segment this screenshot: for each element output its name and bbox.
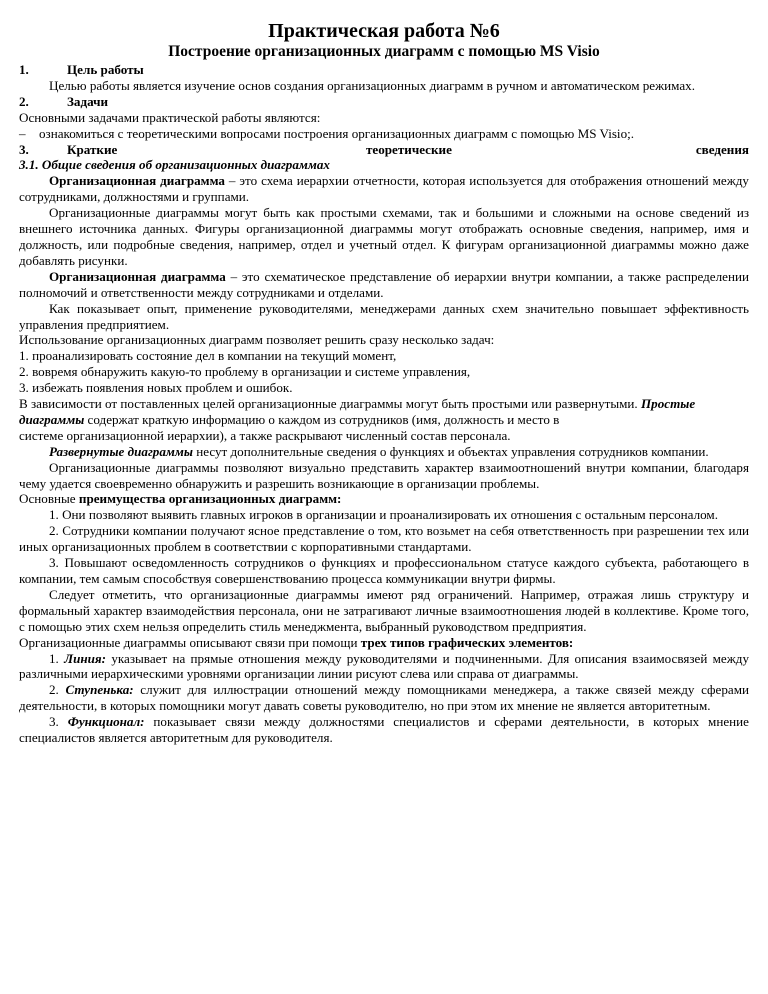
section-2-text: Основными задачами практической работы являются: — [19, 109, 321, 125]
item-number: 2. — [49, 682, 66, 698]
subsection-heading: 3.1. Общие сведения об организационных диаграммах — [19, 157, 330, 173]
term: Функционал: — [67, 714, 145, 730]
item-number: 1. — [49, 650, 65, 666]
dash-bullet: – — [19, 125, 26, 141]
list-item: 1. проанализировать состояние дел в компании на текущий момент, — [19, 348, 397, 364]
paragraph-text: несут дополнительные сведения о функциях и объектах управления сотрудников компании. — [192, 443, 709, 459]
section-number: 3. — [19, 141, 29, 157]
advantage-item: 1. Они позволяют выявить главных игроков в организации и проанализировать их отношения с остальным персоналом. — [49, 507, 718, 523]
paragraph-text: указывает на прямые отношения между руководителями и подчиненными. Для описания взаимосвязей между различными иерархическими уровнями организации линии рисуют слева или справа от диаграммы. — [19, 650, 750, 682]
page-title: Практическая работа №6 — [268, 20, 500, 42]
paragraph: Организационные диаграммы могут быть как простыми схемами, так и большими и сложными на основе сведений из внешнего источника данных. Фигуры организационной диаграммы могут отображать основные сведения, например, имя и должность, или подробные сведения, например, отдел и учетный отдел. К фигурам организационной диаграммы можно даже добавлять рисунки. — [19, 205, 749, 268]
term: Организационная диаграмма — [49, 268, 226, 284]
page-subtitle: Построение организационных диаграмм с помощью MS Visio — [168, 43, 600, 60]
element-type-item — [19, 651, 749, 683]
element-type-item — [19, 682, 749, 714]
term: Простые диаграммы — [19, 396, 696, 427]
term: Ступенька: — [65, 682, 134, 698]
list-item: 2. вовремя обнаружить какую-то проблему в организации и системе управления, — [19, 364, 471, 380]
paragraph-text: служит для иллюстрации отношений между помощниками менеджера, а также связей между сферами деятельности, в которых помощники могут давать советы руководителю, но при этом их мнение не является авторитетным. — [19, 682, 750, 714]
section-title-word: теоретические — [365, 141, 452, 157]
document-page — [19, 19, 749, 746]
paragraph — [19, 269, 749, 301]
task-list-item — [19, 126, 749, 142]
paragraph-text: показывает связи между должностями специалистов и сферами деятельности, в которых мнение специалистов является авторитетным для руководителя. — [19, 714, 749, 746]
item-number: 3. — [49, 714, 68, 730]
paragraph-text: Основные — [19, 491, 79, 507]
paragraph — [19, 444, 749, 460]
paragraph — [19, 635, 749, 651]
paragraph — [19, 396, 749, 428]
paragraph-text: В зависимости от поставленных целей организационные диаграммы могут быть простыми или развернутыми. — [19, 396, 641, 412]
paragraph-text: Организационные диаграммы описывают связи при помощи — [19, 634, 361, 650]
paragraph: Использование организационных диаграмм позволяет решить сразу несколько задач: — [19, 332, 495, 348]
section-3-heading — [19, 142, 749, 158]
term: преимущества организационных диаграмм: — [78, 491, 342, 507]
section-number: 1. — [19, 62, 29, 77]
paragraph: системе организационной иерархии), а также раскрывают численный состав персонала. — [19, 427, 511, 443]
section-number: 2. — [19, 93, 29, 109]
section-2-heading — [19, 94, 749, 110]
term: Развернутые диаграммы — [49, 443, 193, 459]
paragraph — [19, 173, 749, 205]
section-title-word: Краткие — [67, 141, 118, 157]
list-item: 3. избежать появления новых проблем и ошибок. — [19, 380, 293, 396]
section-1-text: Целью работы является изучение основ создания организационных диаграмм в ручном и автоматическом режимах. — [49, 77, 695, 93]
term: трех типов графических элементов: — [360, 634, 574, 650]
paragraph: Как показывает опыт, применение руководителями, менеджерами данных схем значительно повышает эффективность управления предприятием. — [19, 300, 749, 332]
advantage-item: 3. Повышают осведомленность сотрудников о функциях и профессиональном статусе каждого субъекта, работающего в компании, тем самым способствуя совершенствованию процесса коммуникации внутри фирмы. — [19, 555, 749, 586]
paragraph — [19, 491, 749, 507]
section-1-heading — [19, 62, 749, 78]
term: Линия: — [64, 650, 107, 666]
section-title-word: сведения — [695, 141, 749, 157]
task-text: ознакомиться с теоретическими вопросами построения организационных диаграмм с помощью MS Visio;. — [39, 125, 635, 141]
paragraph-text: – это схема иерархии отчетности, которая используется для отображения отношений между сотрудниками, должностями и группами. — [19, 173, 749, 205]
term: Организационная диаграмма — [49, 173, 225, 189]
paragraph: Организационные диаграммы позволяют визуально представить характер взаимоотношений внутри компании, благодаря чему удается своевременно обнаружить и разрешить возникающие в организации проблемы. — [19, 459, 749, 491]
paragraph: Следует отметить, что организационные диаграммы имеют ряд ограничений. Например, отражая лишь структуру и формальный характер взаимодействия персонала, они не затрагивают личные взаимоотношения людей в коллективе. Кроме того, с помощью этих схем нельзя определить стиль менеджмента, выбранный руководством предприятия. — [19, 586, 749, 634]
advantage-item: 2. Сотрудники компании получают ясное представление о том, кто возьмет на себя ответственность при разрешении тех или иных организационных проблем в соответствии с корпоративными стандартами. — [19, 523, 749, 555]
paragraph-text: – это схематическое представление об иерархии внутри компании, а также распределении полномочий и ответственности между сотрудниками и отделами. — [19, 268, 749, 300]
element-type-item — [19, 714, 749, 746]
paragraph-text: содержат краткую информацию о каждом из сотрудников (имя, должность и место в — [84, 411, 560, 427]
section-title: Цель работы — [67, 62, 144, 77]
section-title: Задачи — [67, 93, 109, 109]
